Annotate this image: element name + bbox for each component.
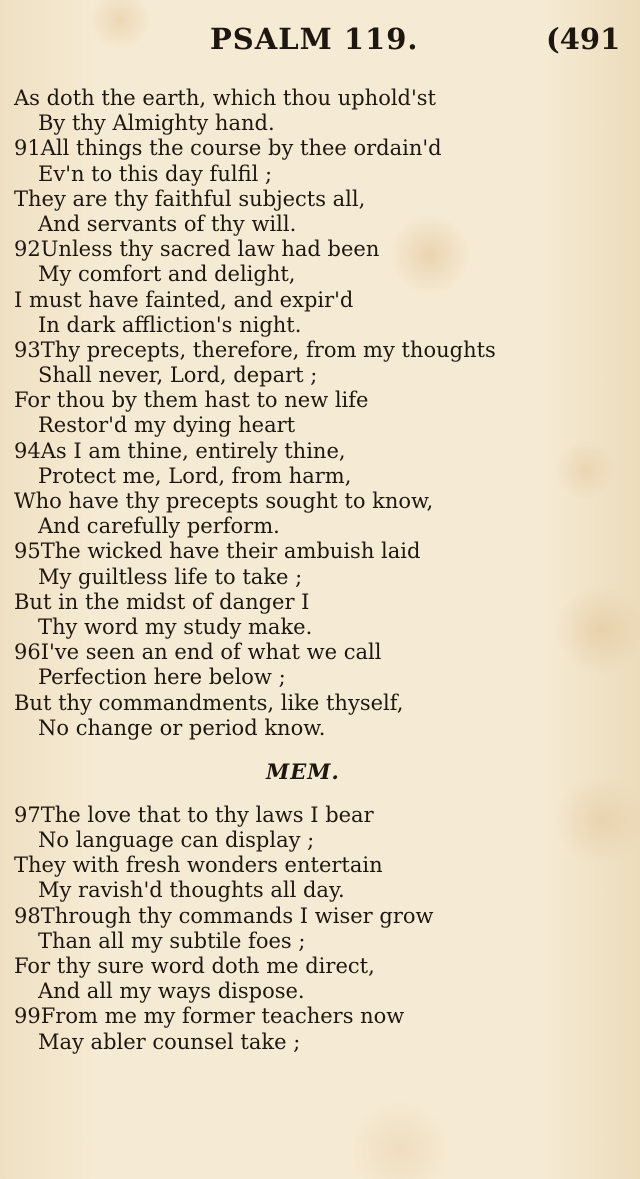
verse-text: Thy precepts, therefore, from my thoughts: [40, 337, 496, 362]
verse-text: May abler counsel take ;: [38, 1029, 301, 1054]
verse-text: As doth the earth, which thou uphold'st: [14, 86, 436, 110]
verse-line: [14, 1004, 614, 1029]
verse-line: [14, 716, 614, 741]
verse-text: All things the course by thee ordain'd: [40, 136, 442, 161]
verse-text: But in the midst of danger I: [14, 589, 310, 614]
verse-number: 99: [14, 1004, 41, 1029]
verse-text: But thy commandments, like thyself,: [14, 690, 404, 715]
verse-text: For thy sure word doth me direct,: [14, 954, 375, 978]
verse-block: [14, 86, 614, 1055]
running-title: PSALM 119.: [210, 22, 419, 56]
verse-line: [14, 803, 614, 828]
verse-text: I must have fainted, and expir'd: [14, 287, 354, 312]
verse-text: Unless thy sacred law had been: [40, 237, 380, 262]
verse-line: [14, 539, 614, 564]
verse-text: For thou by them hast to new life: [14, 388, 369, 413]
verse-text: Ev'n to this day fulfil ;: [38, 161, 273, 186]
verse-text: Than all my subtile foes ;: [38, 928, 306, 953]
verse-text: Protect me, Lord, from harm,: [38, 463, 352, 488]
verse-line: [14, 338, 614, 363]
verse-line: [14, 640, 614, 665]
verse-line: [14, 439, 614, 464]
verse-number: 98: [14, 903, 41, 928]
verse-line: [14, 313, 614, 338]
verse-number: 97: [14, 802, 41, 827]
verse-line: [14, 136, 614, 161]
verse-text: My guiltless life to take ;: [38, 564, 303, 589]
verse-text: Perfection here below ;: [38, 665, 286, 690]
page-header: [0, 22, 640, 62]
verse-line: [14, 162, 614, 187]
verse-number: 93: [14, 337, 41, 362]
verse-line: [14, 929, 614, 954]
verse-line: [14, 691, 614, 716]
verse-text: And all my ways dispose.: [38, 979, 305, 1004]
verse-text: No change or period know.: [38, 715, 326, 740]
verse-line: [14, 1030, 614, 1055]
verse-text: Thy word my study make.: [38, 614, 313, 639]
verse-text: I've seen an end of what we call: [40, 640, 382, 665]
verse-text: By thy Almighty hand.: [38, 111, 275, 136]
verse-line: [14, 489, 614, 514]
page-number: (491: [546, 22, 621, 56]
verse-line: [14, 565, 614, 590]
verse-line: [14, 86, 614, 111]
verse-line: [14, 665, 614, 690]
verse-line: [14, 187, 614, 212]
verse-text: As I am thine, entirely thine,: [40, 438, 346, 463]
verse-line: [14, 288, 614, 313]
verse-text: Restor'd my dying heart: [38, 413, 296, 438]
verse-text: They with fresh wonders entertain: [14, 853, 383, 878]
verse-line: [14, 464, 614, 489]
verse-line: [14, 388, 614, 413]
verse-text: No language can display ;: [38, 828, 315, 853]
verse-line: [14, 111, 614, 136]
verse-line: [14, 590, 614, 615]
verse-text: Through thy commands I wiser grow: [40, 903, 434, 928]
verse-line: [14, 954, 614, 979]
verse-line: [14, 904, 614, 929]
verse-number: 91: [14, 136, 41, 161]
verse-text: They are thy faithful subjects all,: [14, 186, 366, 211]
verse-line: [14, 262, 614, 287]
verse-text: From me my former teachers now: [40, 1004, 405, 1029]
verse-line: [14, 413, 614, 438]
verse-text: And servants of thy will.: [38, 211, 297, 236]
verse-number: 94: [14, 438, 41, 463]
verse-line: [14, 828, 614, 853]
verse-text: My ravish'd thoughts all day.: [38, 878, 345, 903]
verse-text: The wicked have their ambuish laid: [40, 539, 421, 564]
verse-text: Shall never, Lord, depart ;: [38, 363, 318, 388]
verse-line: [14, 615, 614, 640]
verse-line: [14, 878, 614, 903]
section-heading: MEM.: [266, 758, 340, 784]
verse-text: The love that to thy laws I bear: [40, 802, 374, 827]
verses-part-2: [14, 803, 614, 1055]
verse-text: Who have thy precepts sought to know,: [14, 489, 434, 513]
verse-number: 95: [14, 539, 41, 564]
verse-text: My comfort and delight,: [38, 262, 296, 287]
verse-line: [14, 514, 614, 539]
verse-line: [14, 212, 614, 237]
verse-line: [14, 979, 614, 1004]
verse-line: [14, 237, 614, 262]
verse-number: 96: [14, 640, 41, 665]
verse-line: [14, 363, 614, 388]
verse-text: In dark affliction's night.: [38, 312, 302, 337]
verses-part-1: [14, 86, 614, 741]
verse-number: 92: [14, 237, 41, 262]
verse-line: [14, 853, 614, 878]
verse-text: And carefully perform.: [38, 514, 280, 539]
